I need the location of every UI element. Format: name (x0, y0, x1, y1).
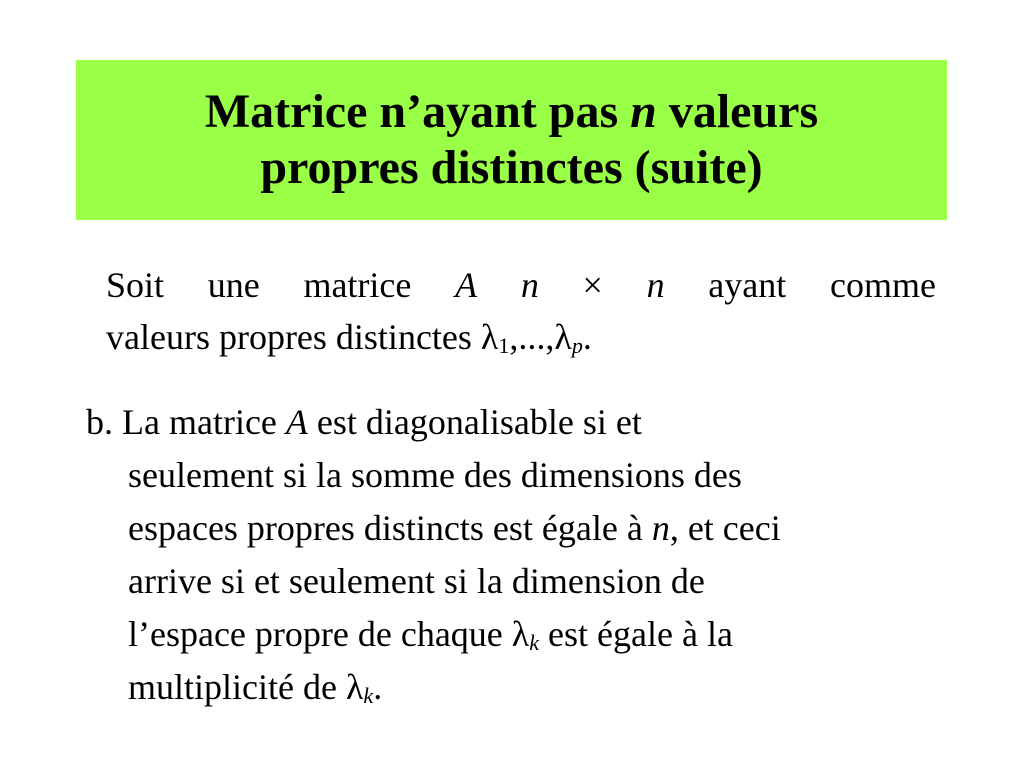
intro-word: comme (829, 265, 936, 305)
title-text-suffix: valeurs (656, 85, 819, 138)
intro-word: une (207, 265, 260, 305)
item-b-line-4: arrive si et seulement si la dimension de (128, 561, 705, 601)
item-b-line-5 (86, 608, 966, 661)
item-b-line-6 (86, 661, 966, 714)
subscript-k (529, 630, 539, 655)
intro-word: matrice (303, 265, 412, 305)
lambda-symbol: λ (554, 317, 572, 357)
subscript-p (572, 333, 583, 358)
item-text: multiplicité de (128, 667, 346, 707)
matrix-variable-a: A (455, 265, 478, 305)
lambda-symbol: λ (480, 317, 499, 357)
item-b-line-1 (86, 396, 966, 449)
intro-paragraph (106, 259, 936, 363)
item-text: est diagonalisable si et (307, 402, 642, 442)
item-label: b. (86, 402, 113, 442)
item-b-line-2: seulement si la somme des dimensions des (128, 455, 742, 495)
lambda-symbol: λ (345, 667, 364, 707)
title-banner (76, 60, 947, 220)
subscript-p-text: p (571, 333, 583, 358)
ellipsis: ,..., (509, 317, 555, 357)
period: . (373, 667, 383, 707)
period: . (582, 317, 592, 357)
item-b-line-3 (86, 502, 966, 555)
item-b (86, 396, 966, 714)
item-text: La matrice (113, 402, 286, 442)
title-variable-n: n (630, 85, 657, 138)
item-text: l’espace propre de chaque (128, 614, 512, 654)
dimension-variable-n: n (520, 265, 539, 305)
lambda-symbol: λ (511, 614, 530, 654)
subscript-k (363, 683, 373, 708)
intro-line-1 (106, 259, 936, 311)
slide-title-line-1 (205, 84, 818, 140)
title-text: Matrice n’ayant pas (204, 85, 631, 138)
item-text: est égale à la (539, 614, 733, 654)
subscript-1: 1 (498, 333, 510, 358)
subscript-k-text: k (529, 630, 540, 655)
subscript-k-text: k (363, 683, 374, 708)
intro-word: Soit (106, 265, 165, 305)
intro-word: ayant (708, 265, 787, 305)
times-symbol: × (582, 265, 603, 305)
intro-line-2 (106, 311, 936, 363)
slide-title-line-2: propres distinctes (suite) (260, 141, 763, 194)
item-text: , et ceci (669, 508, 781, 548)
intro-text: valeurs propres distinctes (106, 317, 481, 357)
matrix-variable-a: A (285, 402, 308, 442)
dimension-variable-n: n (646, 265, 665, 305)
item-text: espaces propres distincts est égale à (128, 508, 652, 548)
dimension-variable-n: n (651, 508, 670, 548)
